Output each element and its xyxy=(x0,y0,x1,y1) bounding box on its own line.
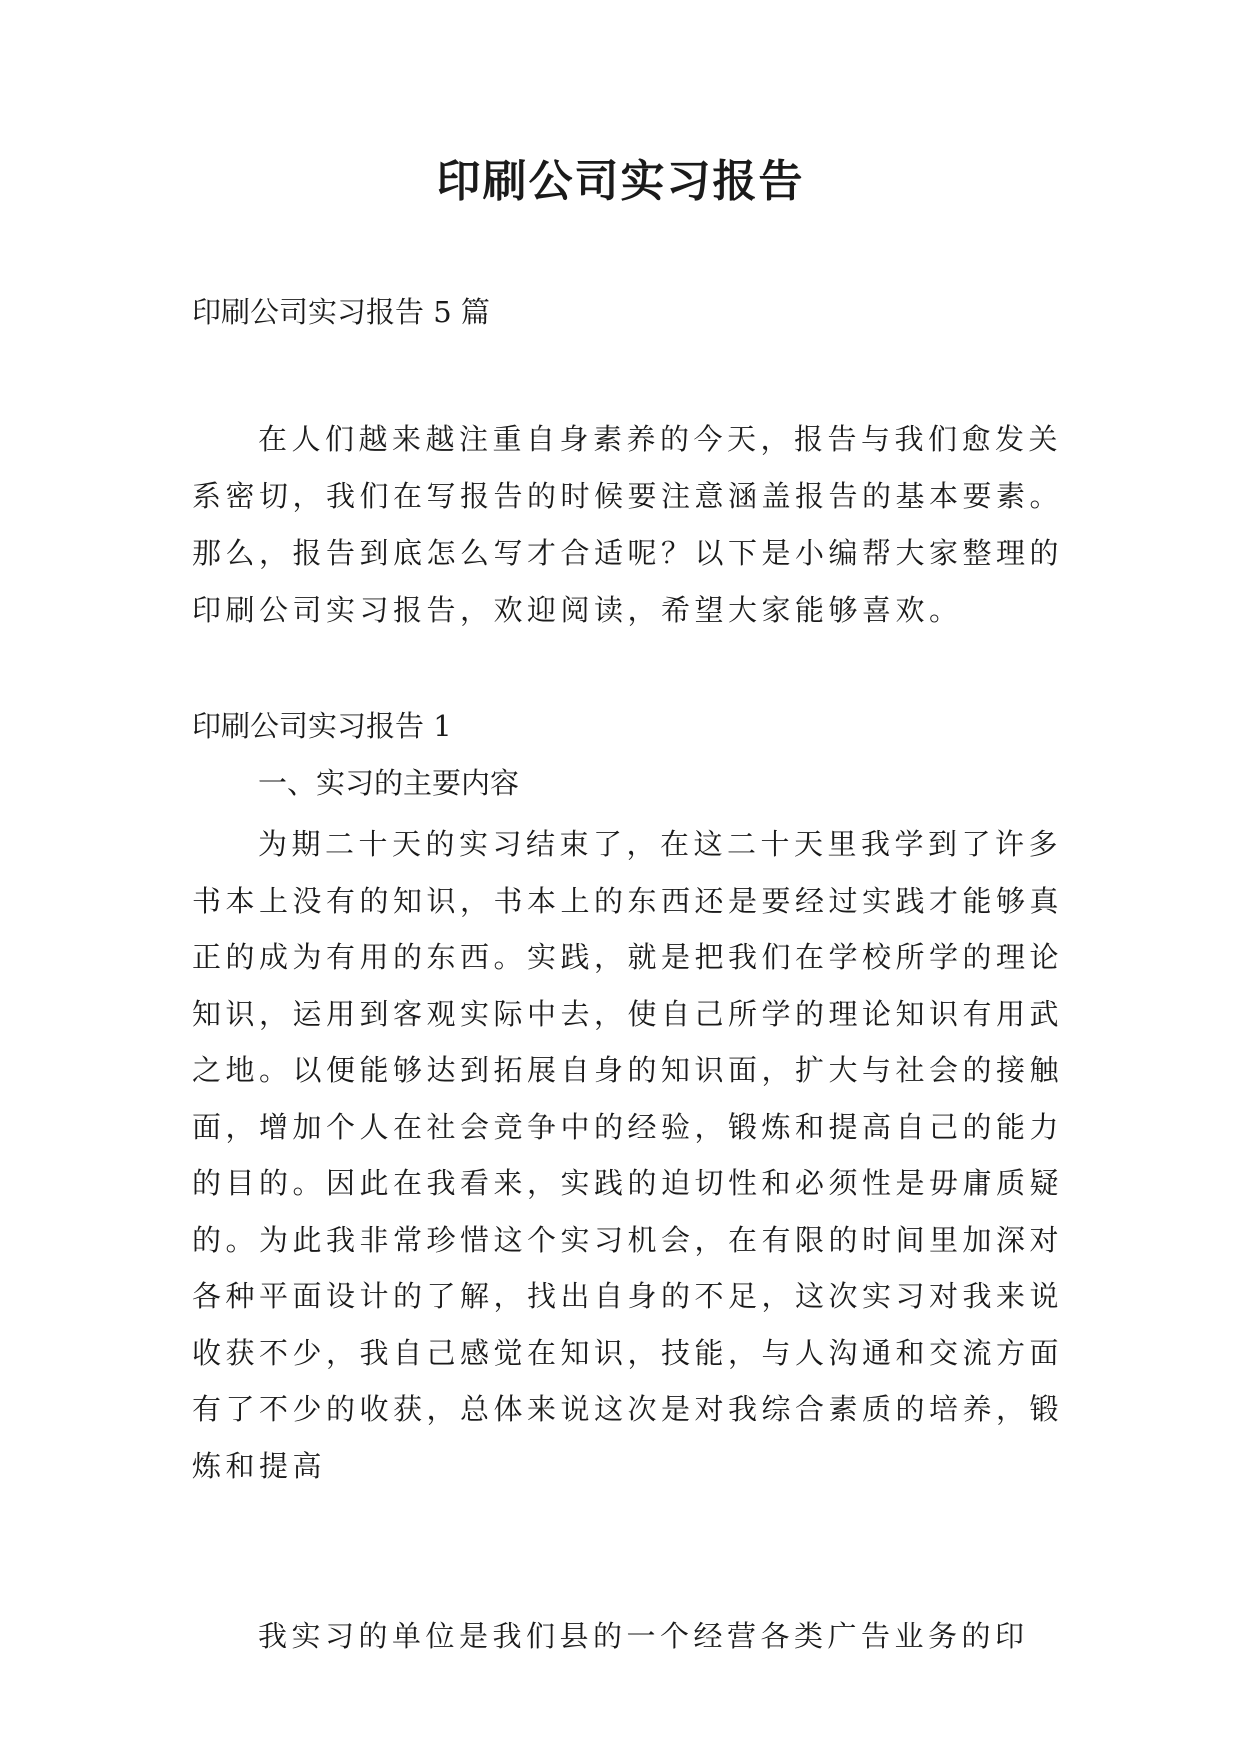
body-paragraph: 为期二十天的实习结束了，在这二十天里我学到了许多书本上没有的知识，书本上的东西还是要经过实践才能够真正的成为有用的东西。实践，就是把我们在学校所学的理论知识，运用到客观实际中去，使自己所学的理论知识有用武之地。以便能够达到拓展自身的知识面，扩大与社会的接触面，增加个人在社会竞争中的经验，锻炼和提高自己的能力的目的。因此在我看来，实践的迫切性和必须性是毋庸质疑的。为此我非常珍惜这个实习机会，在有限的时间里加深对各种平面设计的了解，找出自身的不足，这次实习对我来说收获不少，我自己感觉在知识，技能，与人沟通和交流方面有了不少的收获，总体来说这次是对我综合素质的培养，锻炼和提高 xyxy=(192,827,1064,1483)
document-subtitle: 印刷公司实习报告 5 篇 xyxy=(192,295,490,329)
document-title: 印刷公司实习报告 xyxy=(436,156,805,207)
sub-heading: 一、实习的主要内容 xyxy=(258,766,520,800)
intro-paragraph: 在人们越来越注重自身素养的今天，报告与我们愈发关系密切，我们在写报告的时候要注意涵盖报告的基本要素。那么，报告到底怎么写才合适呢？以下是小编帮大家整理的印刷公司实习报告，欢迎阅读，希望大家能够喜欢。 xyxy=(192,422,1064,627)
body-paragraph-continued: 我实习的单位是我们县的一个经营各类广告业务的印 xyxy=(258,1619,1029,1653)
section-heading: 印刷公司实习报告 1 xyxy=(192,709,452,743)
